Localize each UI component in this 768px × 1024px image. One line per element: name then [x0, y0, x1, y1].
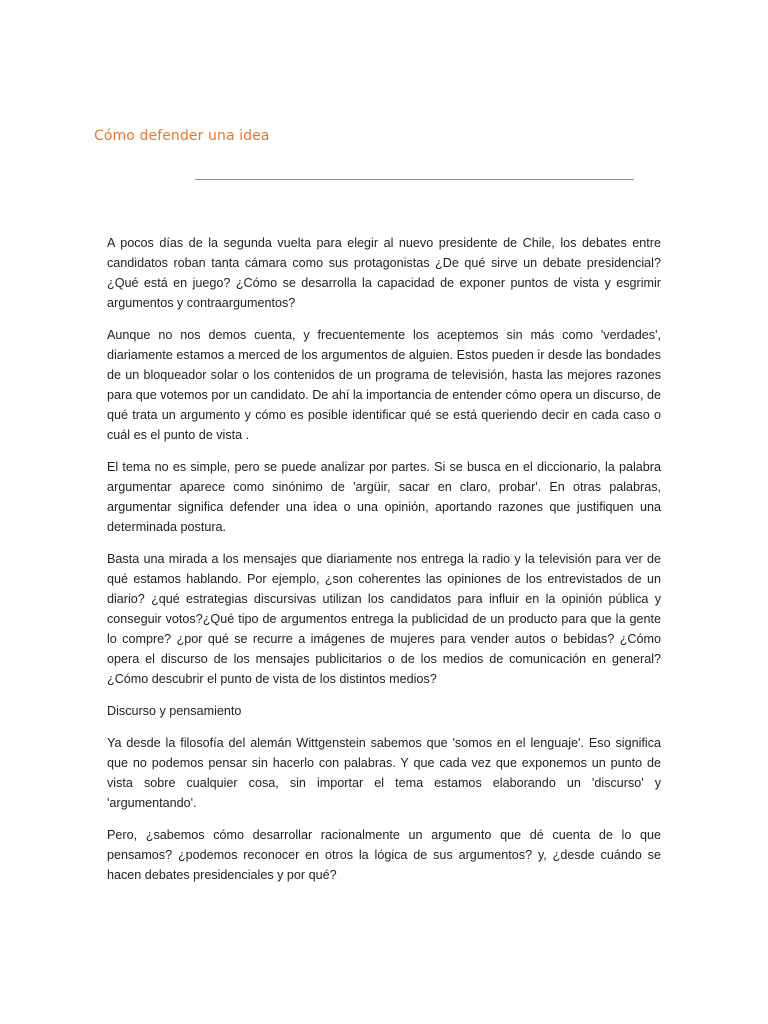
paragraph-media-examples: Basta una mirada a los mensajes que diariamente nos entrega la radio y la televisión para ver de qué estamos hablando. Por ejemplo, ¿son coherentes las opiniones de los entrevistados de un diario? ¿qué estrategias discursivas utilizan los candidatos para influir en la opinión pública y conseguir votos?¿Qué tipo de argumentos entrega la publicidad de un producto para que la gente lo compre? ¿por qué se recurre a imágenes de mujeres para vender autos o bebidas? ¿Cómo opera el discurso de los mensajes publicitarios o de los medios de comunicación en general? ¿Cómo descubrir el punto de vista de los distintos medios? — [107, 552, 661, 686]
document-body — [107, 233, 661, 897]
section-subheading: Discurso y pensamiento — [107, 704, 242, 718]
title-divider — [195, 179, 634, 180]
paragraph-arguments: Aunque no nos demos cuenta, y frecuentemente los aceptemos sin más como 'verdades', diariamente estamos a merced de los argumentos de alguien. Estos pueden ir desde las bondades de un bloqueador solar o los contenidos de un programa de televisión, hasta las mejores razones para que votemos por un candidato. De ahí la importancia de entender cómo opera un discurso, de qué trata un argumento y cómo es posible identificar qué se está queriendo decir en cada caso o cuál es el punto de vista . — [107, 328, 661, 442]
document-title: Cómo defender una idea — [94, 128, 270, 144]
paragraph-intro: A pocos días de la segunda vuelta para elegir al nuevo presidente de Chile, los debates entre candidatos roban tanta cámara como sus protagonistas ¿De qué sirve un debate presidencial? ¿Qué está en juego? ¿Cómo se desarrolla la capacidad de exponer puntos de vista y esgrimir argumentos y contraargumentos? — [107, 236, 661, 310]
paragraph-definition: El tema no es simple, pero se puede analizar por partes. Si se busca en el diccionario, la palabra argumentar aparece como sinónimo de 'argüir, sacar en claro, probar'. En otras palabras, argumentar significa defender una idea o una opinión, aportando razones que justifiquen una determinada postura. — [107, 460, 661, 534]
paragraph-wittgenstein: Ya desde la filosofía del alemán Wittgenstein sabemos que 'somos en el lenguaje'. Eso significa que no podemos pensar sin hacerlo con palabras. Y que cada vez que exponemos un punto de vista sobre cualquier cosa, sin importar el tema estamos elaborando un 'discurso' y 'argumentando'. — [107, 736, 661, 810]
paragraph-questions: Pero, ¿sabemos cómo desarrollar racionalmente un argumento que dé cuenta de lo que pensamos? ¿podemos reconocer en otros la lógica de sus argumentos? y, ¿desde cuándo se hacen debates presidenciales y por qué? — [107, 828, 661, 882]
